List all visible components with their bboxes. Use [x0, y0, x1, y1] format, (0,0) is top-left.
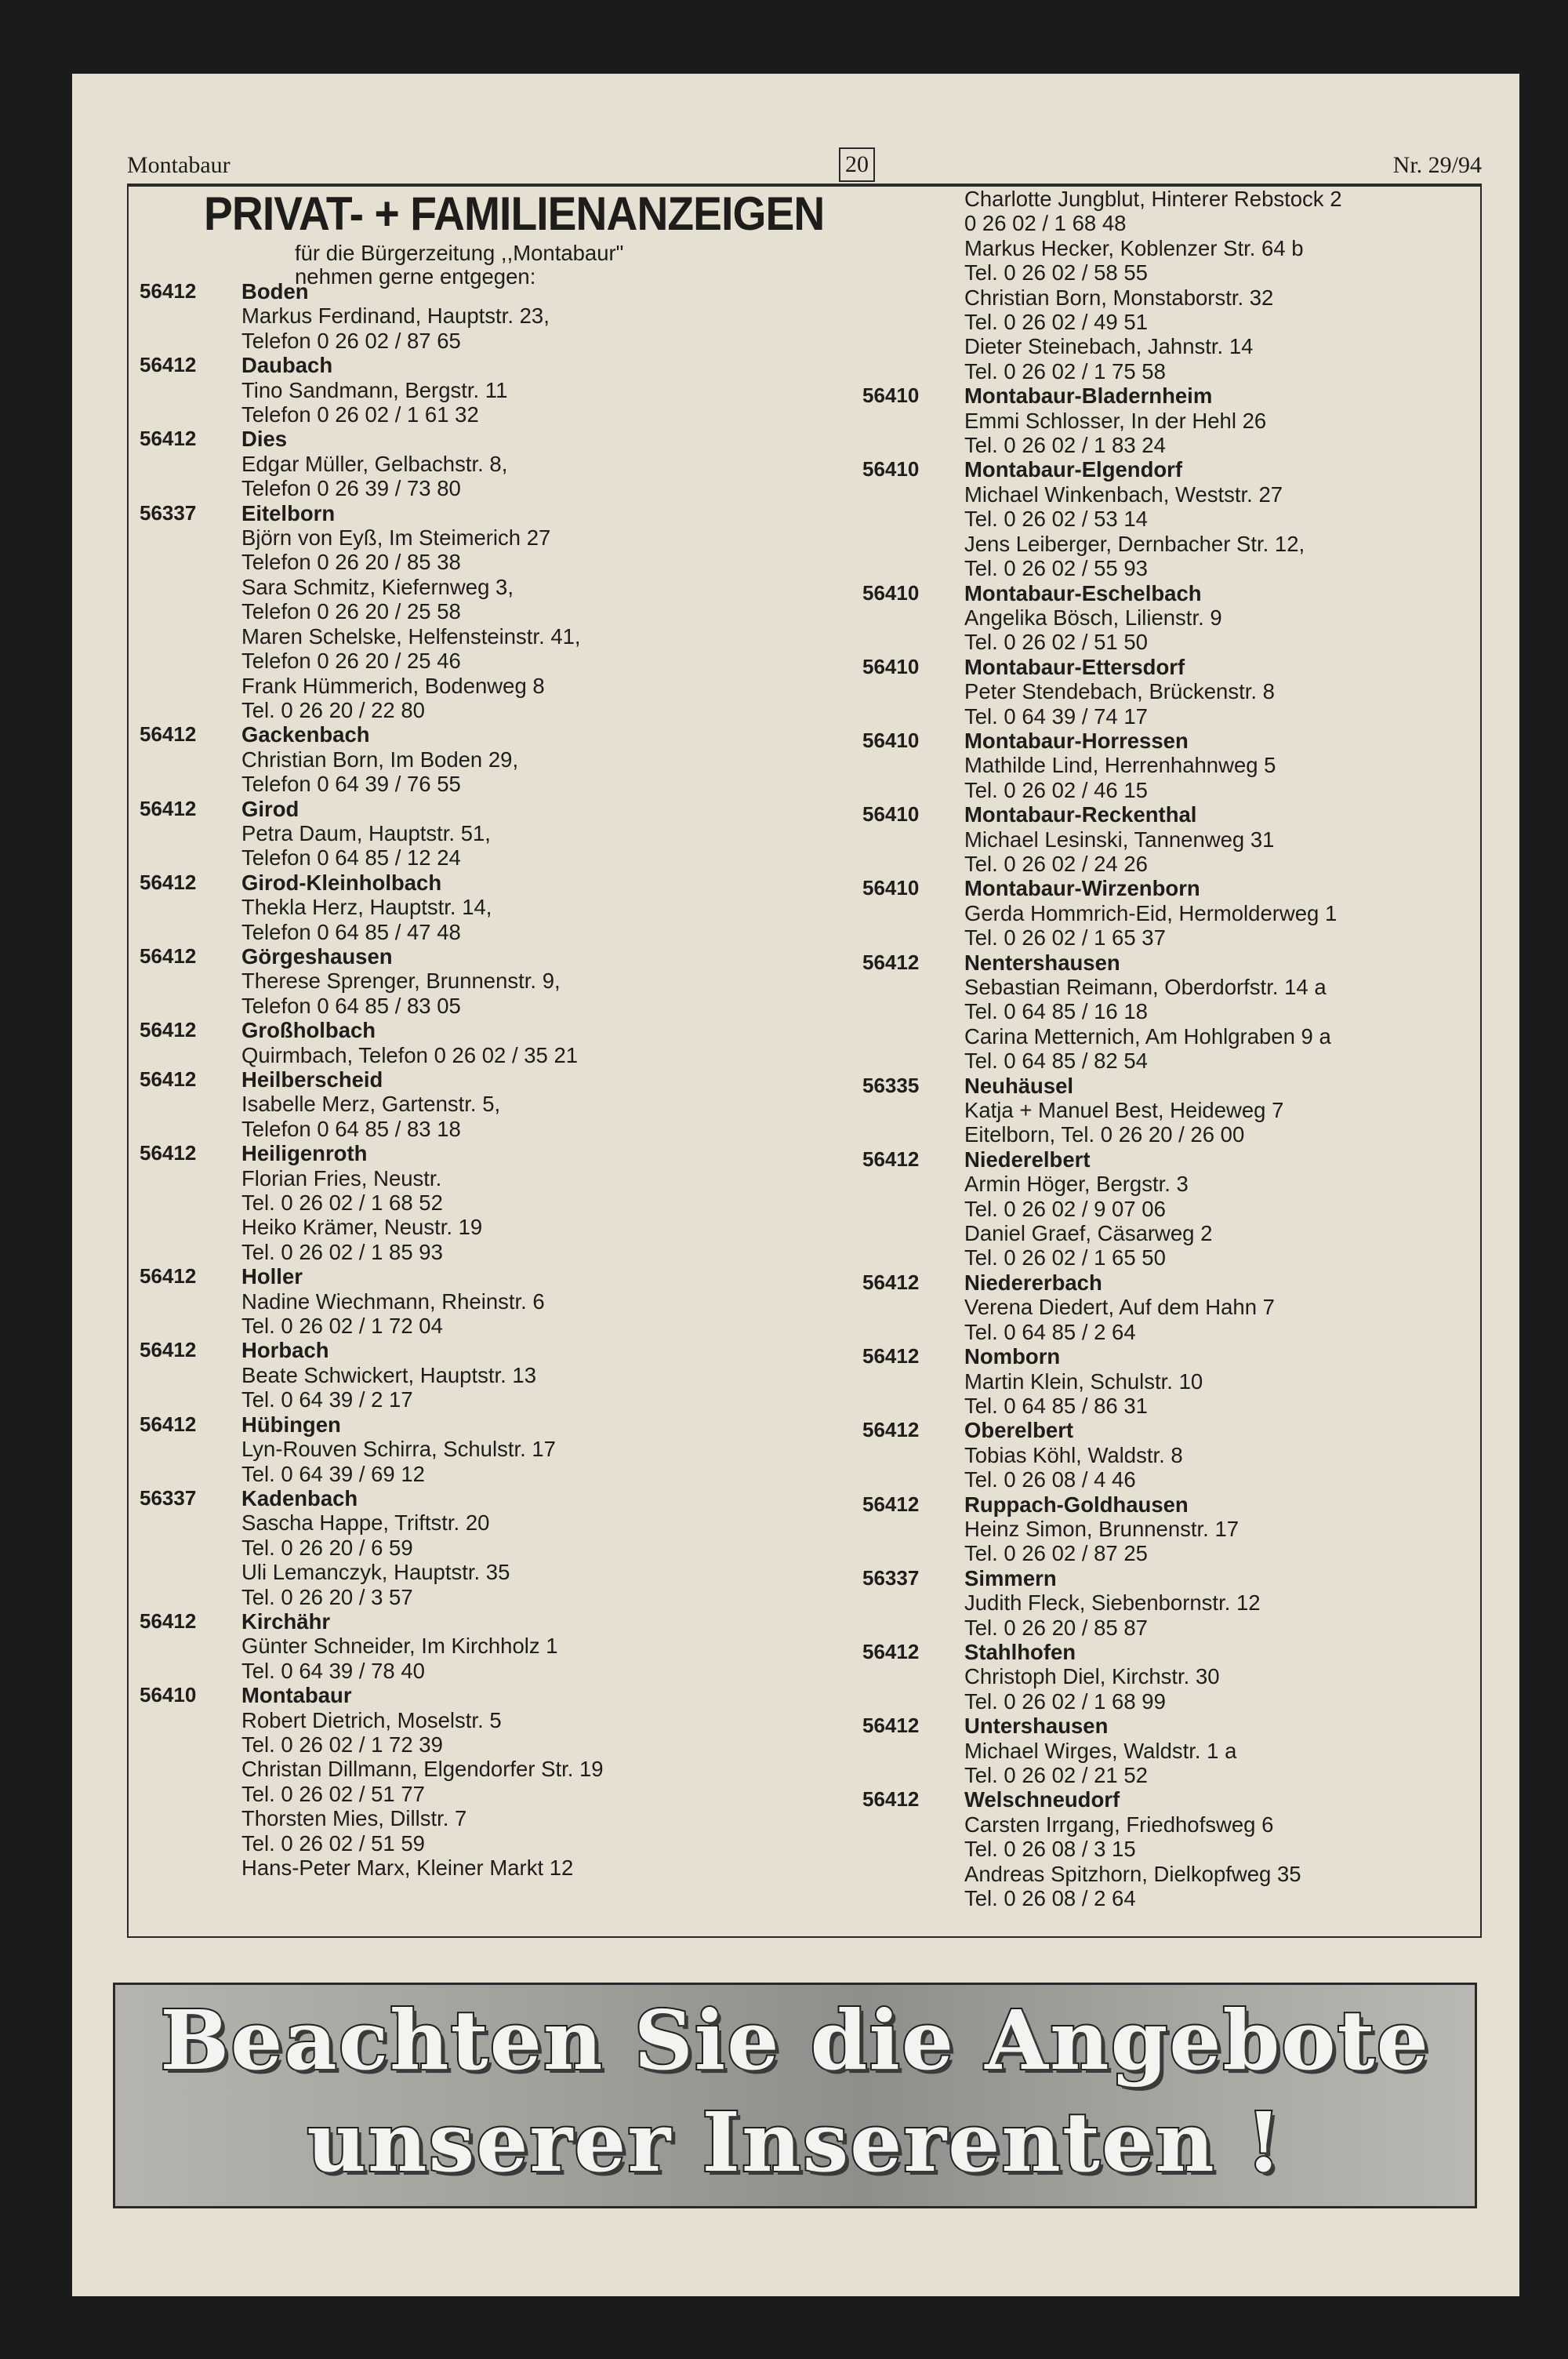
- contact-line: Dieter Steinebach, Jahnstr. 14: [964, 334, 1254, 359]
- listing-entry: [140, 1264, 782, 1338]
- postal-code: 56412: [140, 796, 197, 820]
- listing-entry: [862, 802, 1474, 876]
- postal-code: 56412: [140, 1264, 197, 1289]
- place-name: Montabaur-Wirzenborn: [964, 876, 1200, 901]
- continuation-block: [862, 187, 1474, 383]
- place-name: Horbach: [241, 1338, 329, 1363]
- banner-line-2: unserer Inserenten !: [307, 2094, 1283, 2190]
- contact-line: Telefon 0 64 85 / 83 05: [241, 993, 461, 1018]
- contact-line: Florian Fries, Neustr.: [241, 1165, 442, 1190]
- contact-line: Christian Born, Im Boden 29,: [241, 747, 519, 772]
- contact-line: Petra Daum, Hauptstr. 51,: [241, 820, 491, 845]
- contact-line: Tel. 0 26 02 / 51 77: [241, 1781, 425, 1806]
- contact-line: 0 26 02 / 1 68 48: [964, 211, 1127, 236]
- postal-code: 56410: [862, 802, 920, 827]
- listing-entry: [140, 1609, 782, 1683]
- listing-entry: [862, 1714, 1474, 1787]
- newspaper-page: [72, 74, 1519, 2296]
- contact-line: Beate Schwickert, Hauptstr. 13: [241, 1362, 537, 1387]
- contact-line: Tel. 0 64 85 / 16 18: [964, 999, 1148, 1024]
- contact-line: Eitelborn, Tel. 0 26 20 / 26 00: [964, 1122, 1245, 1147]
- contact-line: Telefon 0 26 02 / 1 61 32: [241, 402, 479, 427]
- contact-line: Michael Wirges, Waldstr. 1 a: [964, 1738, 1237, 1763]
- contact-line: Tel. 0 26 02 / 9 07 06: [964, 1196, 1166, 1221]
- place-name: Heiligenroth: [241, 1141, 368, 1166]
- contact-line: Edgar Müller, Gelbachstr. 8,: [241, 451, 508, 476]
- contact-line: Gerda Hommrich-Eid, Hermolderweg 1: [964, 900, 1338, 925]
- intro-line: nehmen gerne entgegen:: [295, 264, 536, 289]
- postal-code: 56410: [862, 457, 920, 482]
- contact-line: Telefon 0 64 85 / 47 48: [241, 919, 461, 944]
- contact-line: Tel. 0 26 08 / 3 15: [964, 1837, 1136, 1862]
- contact-line: Thorsten Mies, Dillstr. 7: [241, 1806, 467, 1831]
- contact-line: Tel. 0 26 20 / 22 80: [241, 697, 425, 722]
- contact-line: Charlotte Jungblut, Hinterer Rebstock 2: [964, 187, 1342, 211]
- postal-code: 56412: [140, 1608, 197, 1633]
- section-title: PRIVAT- + FAMILIENANZEIGEN: [204, 187, 825, 240]
- listing-entry: [140, 501, 782, 723]
- place-name: Welschneudorf: [964, 1787, 1120, 1812]
- postal-code: 56412: [140, 427, 197, 451]
- contact-line: Jens Leiberger, Dernbacher Str. 12,: [964, 531, 1305, 556]
- contact-line: Telefon 0 64 85 / 83 18: [241, 1116, 461, 1141]
- postal-code: 56412: [862, 1418, 920, 1442]
- header-town: Montabaur: [127, 152, 230, 178]
- contact-line: Sebastian Reimann, Oberdorfstr. 14 a: [964, 975, 1327, 999]
- listing-entry: [862, 655, 1474, 729]
- postal-code: 56412: [140, 1018, 197, 1042]
- contact-line: Angelika Bösch, Lilienstr. 9: [964, 605, 1222, 630]
- postal-code: 56412: [140, 1141, 197, 1165]
- contact-line: Tel. 0 26 20 / 3 57: [241, 1584, 413, 1609]
- contact-line: Andreas Spitzhorn, Dielkopfweg 35: [964, 1861, 1301, 1886]
- banner-line-1: Beachten Sie die Angebote: [160, 1992, 1430, 2088]
- contact-line: Lyn-Rouven Schirra, Schulstr. 17: [241, 1437, 556, 1462]
- place-name: Gackenbach: [241, 722, 370, 747]
- listing-box: [127, 185, 1482, 1938]
- contact-line: Tel. 0 26 02 / 46 15: [964, 777, 1148, 802]
- contact-line: Markus Ferdinand, Hauptstr. 23,: [241, 304, 550, 329]
- postal-code: 56412: [862, 1714, 920, 1738]
- contact-line: Tel. 0 26 02 / 49 51: [964, 310, 1148, 335]
- contact-line: Armin Höger, Bergstr. 3: [964, 1172, 1189, 1197]
- listing-entry: [862, 581, 1474, 655]
- contact-line: Tel. 0 26 02 / 1 68 52: [241, 1190, 443, 1216]
- contact-line: Tel. 0 26 02 / 1 83 24: [964, 433, 1166, 458]
- place-name: Girod-Kleinholbach: [241, 870, 442, 895]
- listing-entry: [862, 1074, 1474, 1147]
- contact-line: Tel. 0 26 02 / 1 65 50: [964, 1245, 1166, 1270]
- contact-line: Uli Lemanczyk, Hauptstr. 35: [241, 1560, 510, 1585]
- place-name: Montabaur-Ettersdorf: [964, 654, 1185, 679]
- listing-entry: [140, 722, 782, 796]
- postal-code: 56412: [862, 950, 920, 974]
- place-name: Heilberscheid: [241, 1067, 383, 1092]
- contact-line: Christan Dillmann, Elgendorfer Str. 19: [241, 1757, 604, 1782]
- contact-line: Emmi Schlosser, In der Hehl 26: [964, 408, 1267, 433]
- place-name: Nomborn: [964, 1344, 1061, 1369]
- place-name: Boden: [241, 279, 309, 304]
- running-head: [127, 136, 1482, 185]
- contact-line: Verena Diedert, Auf dem Hahn 7: [964, 1295, 1275, 1320]
- contact-line: Tel. 0 26 08 / 2 64: [964, 1886, 1136, 1911]
- contact-line: Telefon 0 26 20 / 25 46: [241, 649, 461, 674]
- contact-line: Thekla Herz, Hauptstr. 14,: [241, 895, 492, 920]
- listing-entry: [862, 383, 1474, 457]
- contact-line: Tel. 0 26 02 / 53 14: [964, 507, 1148, 532]
- contact-line: Tel. 0 26 20 / 85 87: [964, 1615, 1148, 1640]
- postal-code: 56412: [862, 1147, 920, 1171]
- place-name: Oberelbert: [964, 1418, 1074, 1443]
- contact-line: Mathilde Lind, Herrenhahnweg 5: [964, 753, 1276, 778]
- listing-entry: [862, 1418, 1474, 1492]
- postal-code: 56412: [862, 1270, 920, 1294]
- contact-line: Isabelle Merz, Gartenstr. 5,: [241, 1092, 501, 1117]
- contact-line: Tel. 0 26 02 / 87 25: [964, 1541, 1148, 1566]
- contact-line: Tino Sandmann, Bergstr. 11: [241, 377, 508, 402]
- contact-line: Tel. 0 64 39 / 78 40: [241, 1658, 425, 1683]
- contact-line: Tel. 0 26 02 / 51 59: [241, 1830, 425, 1856]
- listing-entry: [862, 876, 1474, 950]
- place-name: Untershausen: [964, 1714, 1109, 1739]
- postal-code: 56410: [862, 876, 920, 900]
- postal-code: 56337: [140, 1485, 197, 1510]
- postal-code: 56412: [140, 943, 197, 968]
- place-name: Montabaur-Elgendorf: [964, 457, 1183, 482]
- contact-line: Telefon 0 64 85 / 12 24: [241, 845, 461, 871]
- place-name: Montabaur-Horressen: [964, 728, 1189, 753]
- place-name: Dies: [241, 427, 288, 452]
- postal-code: 56412: [862, 1787, 920, 1812]
- contact-line: Carina Metternich, Am Hohlgraben 9 a: [964, 1023, 1331, 1049]
- postal-code: 56412: [140, 279, 197, 303]
- heading-block: [204, 187, 825, 289]
- contact-line: Christian Born, Monstaborstr. 32: [964, 285, 1274, 310]
- contact-line: Telefon 0 26 39 / 73 80: [241, 476, 461, 501]
- contact-line: Daniel Graef, Cäsarweg 2: [964, 1221, 1213, 1246]
- listing-entry: [140, 427, 782, 500]
- contact-line: Tel. 0 26 08 / 4 46: [964, 1467, 1136, 1492]
- right-entries: [862, 383, 1474, 1910]
- listing-entry: [862, 729, 1474, 802]
- contact-line: Günter Schneider, Im Kirchholz 1: [241, 1634, 558, 1659]
- postal-code: 56412: [140, 1338, 197, 1362]
- place-name: Hübingen: [241, 1412, 341, 1437]
- contact-line: Judith Fleck, Siebenbornstr. 12: [964, 1590, 1261, 1616]
- listing-entry: [140, 1067, 782, 1141]
- contact-line: Michael Winkenbach, Weststr. 27: [964, 482, 1283, 507]
- postal-code: 56412: [140, 870, 197, 894]
- postal-code: 56412: [140, 1412, 197, 1436]
- place-name: Montabaur-Reckenthal: [964, 802, 1197, 827]
- postal-code: 56410: [862, 580, 920, 605]
- contact-line: Tel. 0 26 02 / 24 26: [964, 851, 1148, 876]
- place-name: Niederelbert: [964, 1147, 1091, 1172]
- issue-number: Nr. 29/94: [1392, 152, 1482, 178]
- contact-line: Tel. 0 26 02 / 58 55: [964, 260, 1148, 285]
- contact-line: Katja + Manuel Best, Heideweg 7: [964, 1098, 1284, 1123]
- contact-line: Tel. 0 26 20 / 6 59: [241, 1535, 413, 1560]
- listing-entry: [140, 279, 782, 353]
- contact-line: Heiko Krämer, Neustr. 19: [241, 1215, 483, 1240]
- postal-code: 56412: [140, 353, 197, 377]
- intro-line: für die Bürgerzeitung ,,Montabaur": [295, 241, 624, 265]
- place-name: Nentershausen: [964, 950, 1120, 975]
- listing-entry: [862, 1640, 1474, 1714]
- contact-line: Christoph Diel, Kirchstr. 30: [964, 1664, 1220, 1689]
- contact-line: Tel. 0 26 02 / 1 75 58: [964, 358, 1166, 383]
- contact-line: Nadine Wiechmann, Rheinstr. 6: [241, 1289, 545, 1314]
- place-name: Neuhäusel: [964, 1073, 1074, 1098]
- contact-line: Telefon 0 26 20 / 25 58: [241, 599, 461, 624]
- contact-line: Martin Klein, Schulstr. 10: [964, 1369, 1203, 1394]
- contact-line: Tel. 0 26 02 / 1 68 99: [964, 1688, 1166, 1714]
- contact-line: Peter Stendebach, Brückenstr. 8: [964, 679, 1275, 704]
- postal-code: 56412: [862, 1344, 920, 1369]
- page-number: 20: [839, 147, 875, 182]
- place-name: Simmern: [964, 1565, 1057, 1590]
- postal-code: 56410: [862, 654, 920, 678]
- contact-line: Telefon 0 64 39 / 76 55: [241, 772, 461, 797]
- contact-line: Markus Hecker, Koblenzer Str. 64 b: [964, 235, 1304, 260]
- listing-entry: [140, 1486, 782, 1609]
- place-name: Montabaur: [241, 1683, 352, 1708]
- listing-entry: [862, 951, 1474, 1074]
- contact-line: Therese Sprenger, Brunnenstr. 9,: [241, 969, 561, 994]
- contact-line: Quirmbach, Telefon 0 26 02 / 35 21: [241, 1042, 579, 1067]
- postal-code: 56335: [862, 1073, 920, 1097]
- place-name: Montabaur-Eschelbach: [964, 580, 1202, 605]
- place-name: Eitelborn: [241, 500, 336, 525]
- place-name: Daubach: [241, 353, 333, 378]
- contact-line: Sara Schmitz, Kiefernweg 3,: [241, 574, 514, 599]
- place-name: Görgeshausen: [241, 943, 393, 969]
- contact-line: Tobias Köhl, Waldstr. 8: [964, 1442, 1183, 1467]
- postal-code: 56412: [862, 1492, 920, 1516]
- contact-line: Tel. 0 64 85 / 86 31: [964, 1393, 1148, 1418]
- place-name: Niedererbach: [964, 1270, 1102, 1295]
- listing-entry: [862, 1147, 1474, 1270]
- postal-code: 56337: [140, 500, 197, 525]
- place-name: Holler: [241, 1264, 303, 1289]
- contact-line: Björn von Eyß, Im Steimerich 27: [241, 525, 551, 551]
- contact-line: Telefon 0 26 02 / 87 65: [241, 328, 461, 353]
- place-name: Ruppach-Goldhausen: [964, 1492, 1189, 1517]
- contact-line: Tel. 0 26 02 / 1 72 39: [241, 1732, 443, 1757]
- contact-line: Tel. 0 26 02 / 1 72 04: [241, 1314, 443, 1339]
- listing-entry: [140, 1338, 782, 1412]
- contact-line: Hans-Peter Marx, Kleiner Markt 12: [241, 1856, 574, 1880]
- contact-line: Heinz Simon, Brunnenstr. 17: [964, 1516, 1240, 1541]
- listing-entry: [140, 871, 782, 944]
- listing-entry: [862, 1566, 1474, 1640]
- listing-entry: [140, 1018, 782, 1067]
- postal-code: 56412: [140, 722, 197, 747]
- contact-line: Tel. 0 64 39 / 74 17: [964, 703, 1148, 729]
- advertiser-banner: [113, 1983, 1477, 2208]
- contact-line: Tel. 0 26 02 / 21 52: [964, 1763, 1148, 1787]
- contact-line: Maren Schelske, Helfensteinstr. 41,: [241, 623, 581, 649]
- postal-code: 56410: [862, 383, 920, 408]
- postal-code: 56410: [862, 728, 920, 752]
- place-name: Großholbach: [241, 1018, 376, 1043]
- contact-line: Tel. 0 64 39 / 2 17: [241, 1387, 413, 1412]
- listing-entry: [862, 1492, 1474, 1566]
- place-name: Stahlhofen: [964, 1639, 1076, 1664]
- contact-line: Telefon 0 26 20 / 85 38: [241, 550, 461, 575]
- contact-line: Tel. 0 26 02 / 55 93: [964, 556, 1148, 581]
- postal-code: 56410: [140, 1683, 197, 1707]
- listing-entry: [140, 1683, 782, 1880]
- contact-line: Robert Dietrich, Moselstr. 5: [241, 1707, 502, 1732]
- contact-line: Tel. 0 26 02 / 51 50: [964, 630, 1148, 655]
- postal-code: 56412: [862, 1639, 920, 1663]
- listing-entry: [862, 1787, 1474, 1910]
- listing-entry: [140, 1412, 782, 1486]
- listing-entry: [862, 1344, 1474, 1418]
- listing-entry: [140, 1141, 782, 1264]
- contact-line: Tel. 0 26 02 / 1 85 93: [241, 1239, 443, 1264]
- contact-line: Michael Lesinski, Tannenweg 31: [964, 827, 1275, 852]
- postal-code: 56412: [140, 1067, 197, 1091]
- contact-line: Tel. 0 26 02 / 1 65 37: [964, 925, 1166, 951]
- left-column: [140, 279, 782, 1880]
- contact-line: Tel. 0 64 85 / 2 64: [964, 1319, 1136, 1344]
- place-name: Montabaur-Bladernheim: [964, 383, 1213, 409]
- postal-code: 56337: [862, 1565, 920, 1590]
- contact-line: Carsten Irrgang, Friedhofsweg 6: [964, 1812, 1274, 1837]
- right-column: [862, 187, 1474, 1910]
- listing-entry: [862, 457, 1474, 580]
- contact-line: Tel. 0 64 39 / 69 12: [241, 1461, 425, 1486]
- place-name: Girod: [241, 796, 299, 821]
- listing-entry: [140, 353, 782, 427]
- listing-entry: [140, 797, 782, 871]
- place-name: Kirchähr: [241, 1608, 331, 1634]
- listing-entry: [140, 944, 782, 1018]
- contact-line: Tel. 0 64 85 / 82 54: [964, 1049, 1148, 1074]
- listing-entry: [862, 1270, 1474, 1344]
- contact-line: Frank Hümmerich, Bodenweg 8: [241, 673, 545, 698]
- contact-line: Sascha Happe, Triftstr. 20: [241, 1510, 490, 1536]
- place-name: Kadenbach: [241, 1485, 358, 1510]
